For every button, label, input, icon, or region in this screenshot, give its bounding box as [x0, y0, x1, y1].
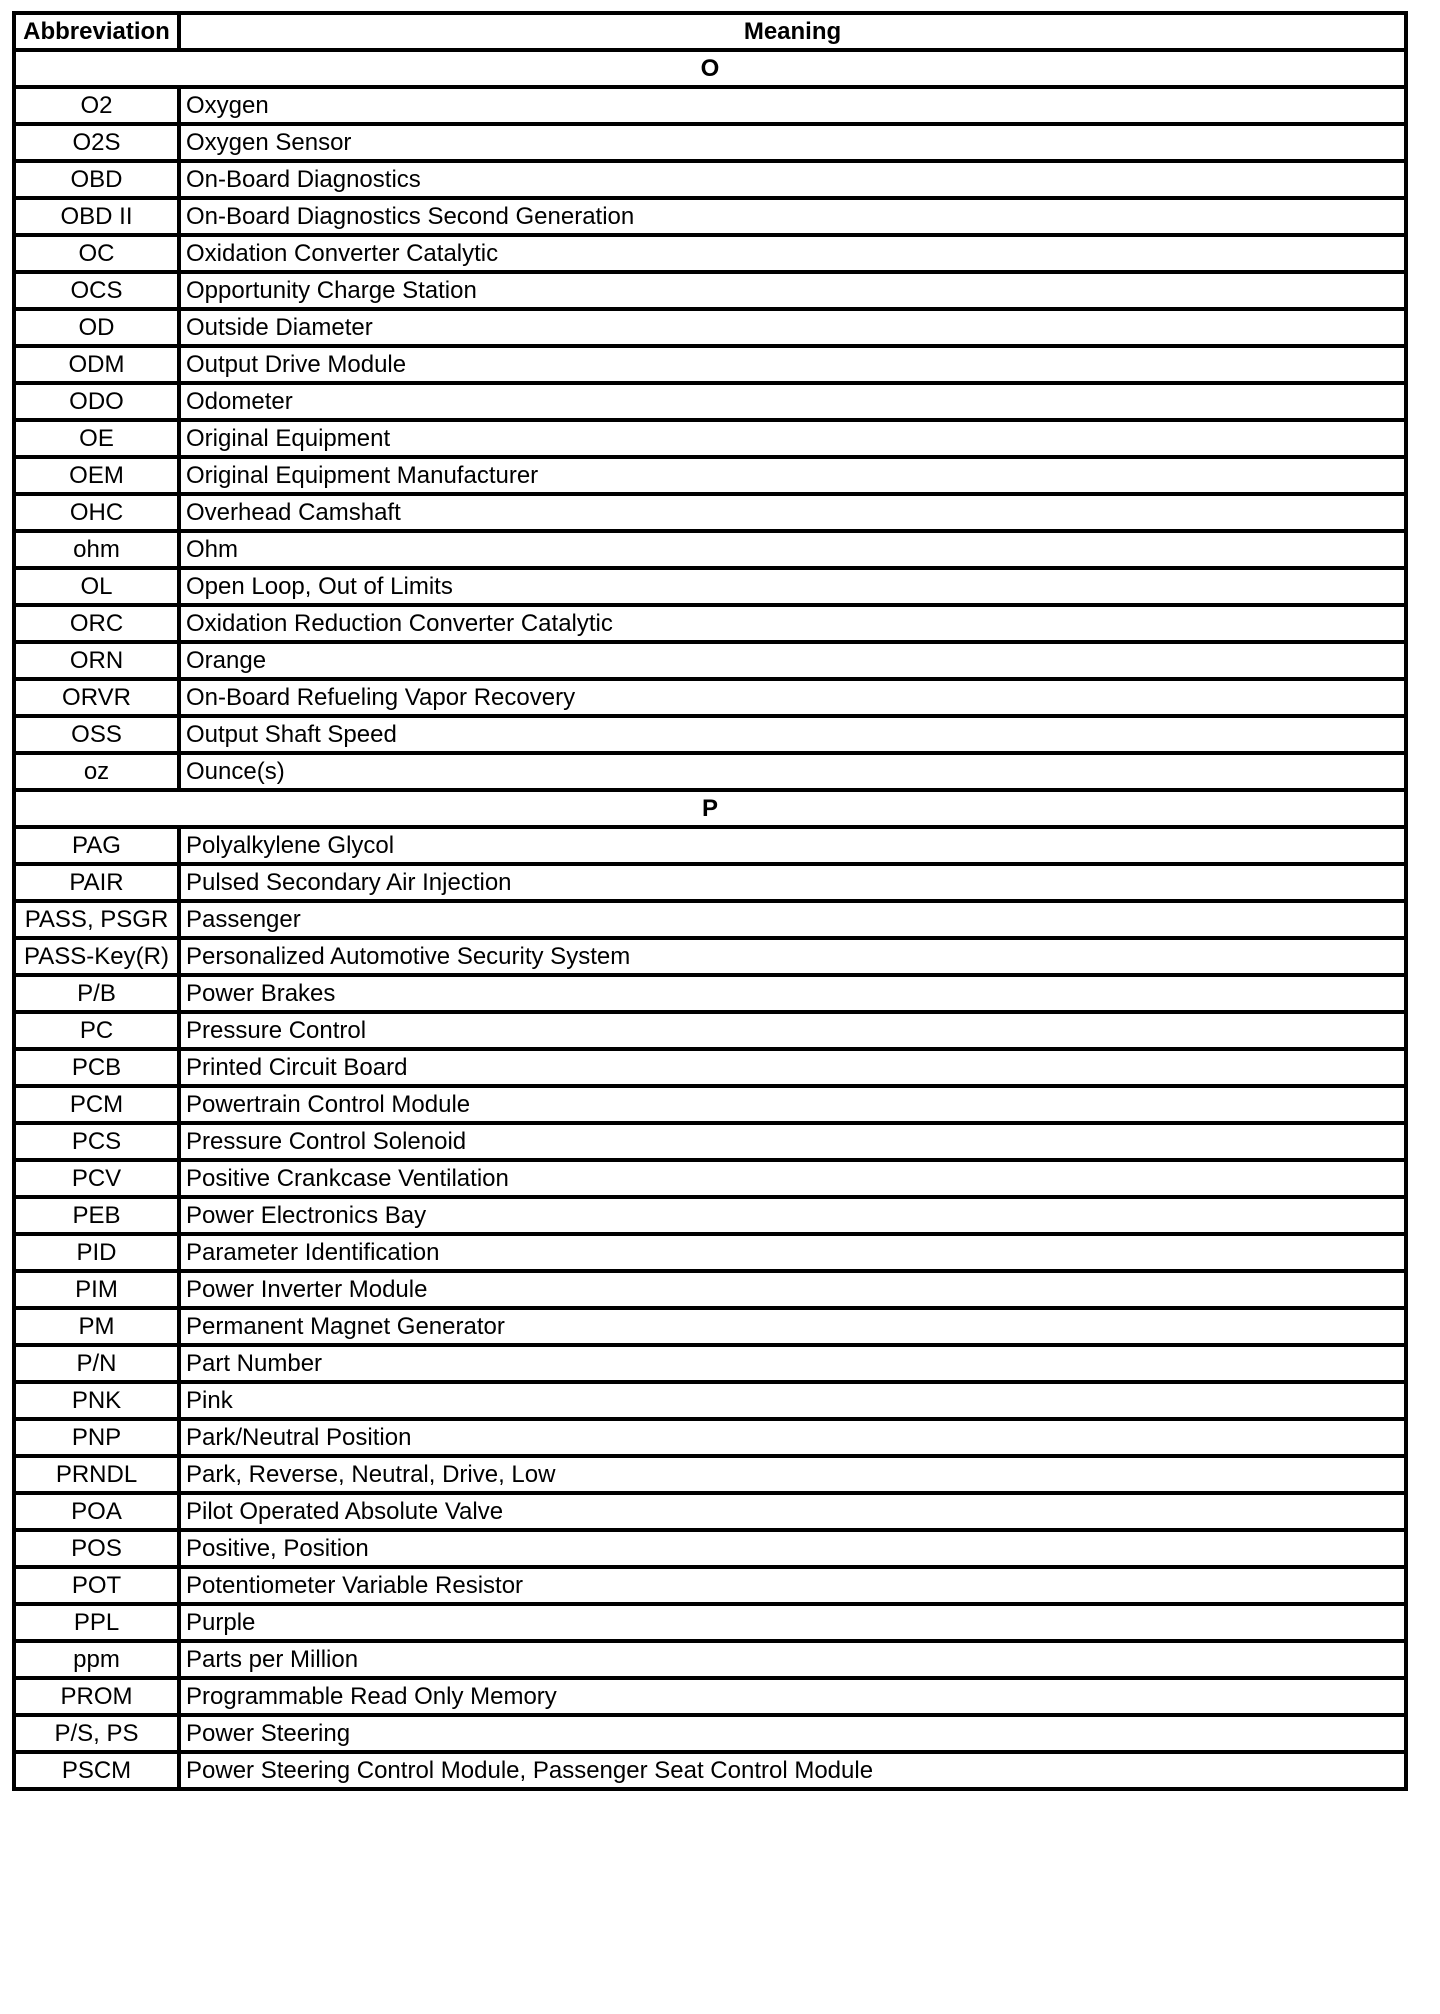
table-row [14, 1678, 1406, 1715]
abbreviation-cell: PCB [14, 1049, 179, 1086]
table-row [14, 1160, 1406, 1197]
abbreviation-cell: PCV [14, 1160, 179, 1197]
abbreviation-cell: PNP [14, 1419, 179, 1456]
abbreviation-cell: O2S [14, 124, 179, 161]
meaning-cell: Opportunity Charge Station [179, 272, 1406, 309]
abbreviation-cell: oz [14, 753, 179, 790]
table-row [14, 346, 1406, 383]
meaning-cell: Powertrain Control Module [179, 1086, 1406, 1123]
meaning-cell: On-Board Diagnostics [179, 161, 1406, 198]
meaning-cell: Oxidation Reduction Converter Catalytic [179, 605, 1406, 642]
table-row [14, 975, 1406, 1012]
table-row [14, 1641, 1406, 1678]
abbreviation-cell: O2 [14, 87, 179, 124]
meaning-cell: Park, Reverse, Neutral, Drive, Low [179, 1456, 1406, 1493]
table-body [14, 50, 1406, 1789]
section-row [14, 790, 1406, 827]
table-row [14, 1567, 1406, 1604]
table-row [14, 1752, 1406, 1789]
meaning-cell: Oxygen Sensor [179, 124, 1406, 161]
abbreviation-cell: OEM [14, 457, 179, 494]
table-row [14, 1234, 1406, 1271]
meaning-cell: Ohm [179, 531, 1406, 568]
meaning-cell: Ounce(s) [179, 753, 1406, 790]
table-row [14, 679, 1406, 716]
table-row [14, 87, 1406, 124]
meaning-cell: Orange [179, 642, 1406, 679]
abbreviation-cell: OE [14, 420, 179, 457]
abbreviation-cell: PRNDL [14, 1456, 179, 1493]
table-row [14, 716, 1406, 753]
meaning-cell: Pulsed Secondary Air Injection [179, 864, 1406, 901]
abbreviation-cell: PEB [14, 1197, 179, 1234]
meaning-cell: Oxygen [179, 87, 1406, 124]
abbreviation-cell: PASS-Key(R) [14, 938, 179, 975]
meaning-cell: Pressure Control Solenoid [179, 1123, 1406, 1160]
meaning-cell: Permanent Magnet Generator [179, 1308, 1406, 1345]
meaning-cell: Personalized Automotive Security System [179, 938, 1406, 975]
table-row [14, 605, 1406, 642]
abbreviation-cell: PNK [14, 1382, 179, 1419]
table-row [14, 309, 1406, 346]
meaning-cell: Open Loop, Out of Limits [179, 568, 1406, 605]
section-letter: P [14, 790, 1406, 827]
abbreviation-table [12, 11, 1408, 1791]
abbreviation-cell: PID [14, 1234, 179, 1271]
table-row [14, 198, 1406, 235]
abbreviation-cell: ORC [14, 605, 179, 642]
abbreviation-cell: PROM [14, 1678, 179, 1715]
table-row [14, 938, 1406, 975]
meaning-cell: On-Board Refueling Vapor Recovery [179, 679, 1406, 716]
table-row [14, 1271, 1406, 1308]
meaning-cell: Overhead Camshaft [179, 494, 1406, 531]
abbreviation-cell: ODM [14, 346, 179, 383]
meaning-cell: Odometer [179, 383, 1406, 420]
abbreviation-cell: ORVR [14, 679, 179, 716]
table-row [14, 1049, 1406, 1086]
table-row [14, 1419, 1406, 1456]
abbreviation-cell: P/N [14, 1345, 179, 1382]
table-row [14, 642, 1406, 679]
meaning-cell: Output Drive Module [179, 346, 1406, 383]
table-row [14, 1012, 1406, 1049]
meaning-cell: Potentiometer Variable Resistor [179, 1567, 1406, 1604]
table-row [14, 531, 1406, 568]
abbreviation-cell: PAIR [14, 864, 179, 901]
abbreviation-cell: ppm [14, 1641, 179, 1678]
abbreviation-cell: PASS, PSGR [14, 901, 179, 938]
section-letter: O [14, 50, 1406, 87]
table-row [14, 383, 1406, 420]
meaning-cell: Polyalkylene Glycol [179, 827, 1406, 864]
meaning-cell: On-Board Diagnostics Second Generation [179, 198, 1406, 235]
table-row [14, 901, 1406, 938]
table-row [14, 1530, 1406, 1567]
meaning-cell: Passenger [179, 901, 1406, 938]
meaning-cell: Pilot Operated Absolute Valve [179, 1493, 1406, 1530]
meaning-cell: Park/Neutral Position [179, 1419, 1406, 1456]
table-row [14, 753, 1406, 790]
abbreviation-cell: PSCM [14, 1752, 179, 1789]
table-row [14, 1345, 1406, 1382]
table-row [14, 1308, 1406, 1345]
table-row [14, 1456, 1406, 1493]
meaning-cell: Programmable Read Only Memory [179, 1678, 1406, 1715]
meaning-cell: Pressure Control [179, 1012, 1406, 1049]
abbreviation-cell: P/B [14, 975, 179, 1012]
abbreviation-cell: OBD II [14, 198, 179, 235]
meaning-cell: Power Steering [179, 1715, 1406, 1752]
abbreviation-cell: PIM [14, 1271, 179, 1308]
table-row [14, 494, 1406, 531]
table-row [14, 235, 1406, 272]
table-row [14, 420, 1406, 457]
abbreviation-cell: PCM [14, 1086, 179, 1123]
abbreviation-cell: POS [14, 1530, 179, 1567]
abbreviation-cell: ODO [14, 383, 179, 420]
abbreviation-cell: OBD [14, 161, 179, 198]
abbreviation-cell: POT [14, 1567, 179, 1604]
abbreviation-cell: P/S, PS [14, 1715, 179, 1752]
table-row [14, 272, 1406, 309]
meaning-cell: Positive Crankcase Ventilation [179, 1160, 1406, 1197]
table-row [14, 1493, 1406, 1530]
meaning-cell: Parameter Identification [179, 1234, 1406, 1271]
abbreviation-cell: OHC [14, 494, 179, 531]
abbreviation-cell: PAG [14, 827, 179, 864]
meaning-cell: Purple [179, 1604, 1406, 1641]
abbreviation-cell: OCS [14, 272, 179, 309]
table-row [14, 1197, 1406, 1234]
meaning-cell: Original Equipment Manufacturer [179, 457, 1406, 494]
abbreviation-cell: OL [14, 568, 179, 605]
table-row [14, 124, 1406, 161]
meaning-cell: Power Inverter Module [179, 1271, 1406, 1308]
abbreviation-cell: OC [14, 235, 179, 272]
meaning-cell: Output Shaft Speed [179, 716, 1406, 753]
table-row [14, 161, 1406, 198]
meaning-cell: Power Steering Control Module, Passenger Seat Control Module [179, 1752, 1406, 1789]
table-row [14, 1086, 1406, 1123]
abbreviation-cell: POA [14, 1493, 179, 1530]
meaning-cell: Outside Diameter [179, 309, 1406, 346]
abbreviation-column-header: Abbreviation [14, 13, 179, 50]
section-row [14, 50, 1406, 87]
abbreviation-cell: PM [14, 1308, 179, 1345]
abbreviation-cell: ORN [14, 642, 179, 679]
table-row [14, 1123, 1406, 1160]
header-row [14, 13, 1406, 50]
meaning-cell: Power Brakes [179, 975, 1406, 1012]
meaning-cell: Positive, Position [179, 1530, 1406, 1567]
table-row [14, 457, 1406, 494]
table-row [14, 1382, 1406, 1419]
meaning-cell: Pink [179, 1382, 1406, 1419]
meaning-cell: Parts per Million [179, 1641, 1406, 1678]
meaning-cell: Original Equipment [179, 420, 1406, 457]
table-row [14, 1604, 1406, 1641]
abbreviation-cell: PCS [14, 1123, 179, 1160]
table-row [14, 568, 1406, 605]
meaning-cell: Oxidation Converter Catalytic [179, 235, 1406, 272]
abbreviation-cell: OSS [14, 716, 179, 753]
meaning-column-header: Meaning [179, 13, 1406, 50]
table-row [14, 827, 1406, 864]
table-row [14, 864, 1406, 901]
meaning-cell: Part Number [179, 1345, 1406, 1382]
meaning-cell: Power Electronics Bay [179, 1197, 1406, 1234]
abbreviation-cell: PC [14, 1012, 179, 1049]
abbreviation-cell: ohm [14, 531, 179, 568]
meaning-cell: Printed Circuit Board [179, 1049, 1406, 1086]
table-row [14, 1715, 1406, 1752]
abbreviation-cell: OD [14, 309, 179, 346]
abbreviation-cell: PPL [14, 1604, 179, 1641]
